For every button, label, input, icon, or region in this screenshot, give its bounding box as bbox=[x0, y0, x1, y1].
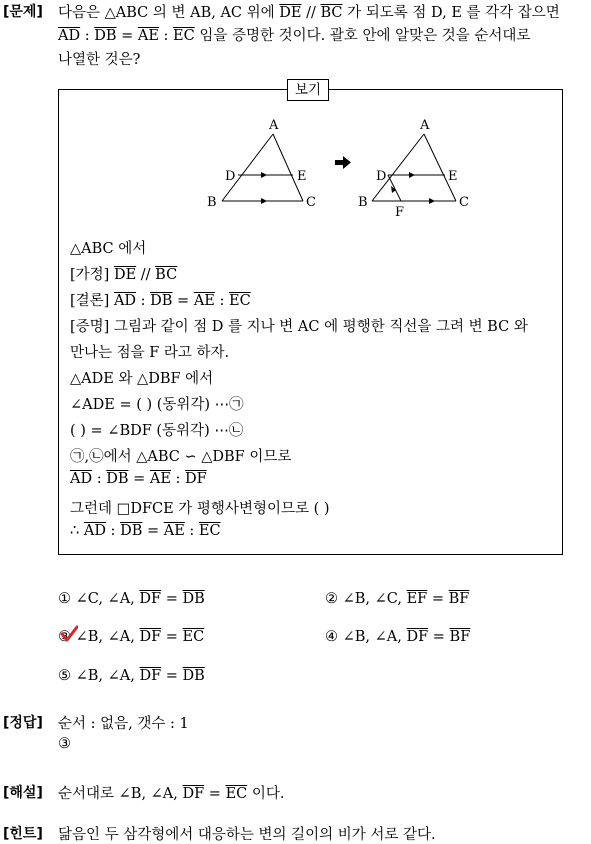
arrow-icon bbox=[335, 156, 351, 169]
choice-4[interactable]: ④ ∠B, ∠A, $\overline{DF} = \overline{BF}$ bbox=[325, 629, 471, 645]
label-a-right: A bbox=[420, 118, 430, 133]
explanation-text: 순서대로 ∠B, ∠A, $\overline{DF} = \overline{EC}$ 이다. bbox=[58, 786, 285, 802]
label-d-left: D bbox=[225, 169, 236, 184]
answer-line-2: ③ bbox=[58, 736, 71, 752]
proof-line-7: ∠ADE = ( ) (동위각) ⋯㉠ bbox=[70, 397, 244, 413]
label-e-left: E bbox=[297, 169, 307, 184]
proof-line-10: $\overline{AD}$ : $\overline{DB} = \overline{AE}$ : $\overline{DF}$ bbox=[70, 471, 207, 487]
hint-text: 닮음인 두 삼각형에서 대응하는 변의 길이의 비가 서로 같다. bbox=[58, 827, 436, 843]
choice-3[interactable]: ③ ∠B, ∠A, $\overline{DF} = \overline{EC}$ bbox=[58, 629, 205, 645]
label-d-right: D bbox=[376, 169, 387, 184]
proof-line-12: ∴ $\overline{AD}$ : $\overline{DB} = \overline{AE}$ : $\overline{EC}$ bbox=[70, 523, 221, 539]
check-mark-icon bbox=[60, 625, 78, 643]
label-a-left: A bbox=[269, 118, 279, 133]
choice-2[interactable]: ② ∠B, ∠C, $\overline{EF} = \overline{BF}$ bbox=[325, 591, 470, 607]
proof-line-8: ( ) = ∠BDF (동위각) ⋯㉡ bbox=[70, 423, 244, 439]
proof-line-5: 만나는 점을 F 라고 하자. bbox=[70, 345, 230, 361]
proof-line-9: ㉠,㉡에서 △ABC ∽ △DBF 이므로 bbox=[70, 449, 292, 465]
left-triangle bbox=[207, 118, 316, 210]
proof-conclusion: [결론] $\overline{AD}$ : $\overline{DB} = \overline{AE}$ : $\overline{EC}$ bbox=[70, 293, 251, 309]
proof-line-4: [증명] 그림과 같이 점 D 를 지나 변 AC 에 평행한 직선을 그려 변 BC 와 bbox=[70, 319, 528, 335]
proof-line-1: △ABC 에서 bbox=[70, 241, 147, 257]
explanation-label: [해설] bbox=[3, 785, 43, 801]
label-c-left: C bbox=[306, 195, 316, 210]
question-line-2: $\overline{AD}$ : $\overline{DB} = \overline{AE}$ : $\overline{EC}$ 임을 증명한 것이다. 괄호 안에 알맞은 것을 순서대로 bbox=[58, 28, 531, 44]
answer-label: [정답] bbox=[3, 715, 43, 731]
label-f-right: F bbox=[395, 205, 405, 220]
box-title: 보기 bbox=[287, 79, 329, 101]
proof-assumption: [가정] $\overline{DE} // \overline{BC}$ bbox=[70, 267, 178, 283]
label-b-right: B bbox=[358, 195, 368, 210]
proof-line-6: △ADE 와 △DBF 에서 bbox=[70, 371, 214, 387]
label-e-right: E bbox=[448, 169, 458, 184]
choice-5[interactable]: ⑤ ∠B, ∠A, $\overline{DF} = \overline{DB}$ bbox=[58, 668, 205, 684]
right-triangle bbox=[358, 118, 469, 220]
triangle-figures bbox=[195, 112, 495, 222]
proof-line-11: 그런데 □DFCE 가 평행사변형이므로 ( ) bbox=[70, 501, 330, 517]
question-line-3: 나열한 것은? bbox=[58, 52, 141, 68]
question-label: [문제] bbox=[3, 4, 43, 20]
hint-label: [힌트] bbox=[3, 826, 43, 842]
label-b-left: B bbox=[207, 195, 217, 210]
label-c-right: C bbox=[459, 195, 469, 210]
answer-line-1: 순서 : 없음, 갯수 : 1 bbox=[58, 716, 189, 732]
choice-1[interactable]: ① ∠C, ∠A, $\overline{DF} = \overline{DB}$ bbox=[58, 591, 205, 607]
question-line-1: 다음은 △ABC 의 변 AB, AC 위에 $\overline{DE} // \overline{BC}$ 가 되도록 점 D, E 를 각각 잡으면 bbox=[58, 5, 560, 21]
